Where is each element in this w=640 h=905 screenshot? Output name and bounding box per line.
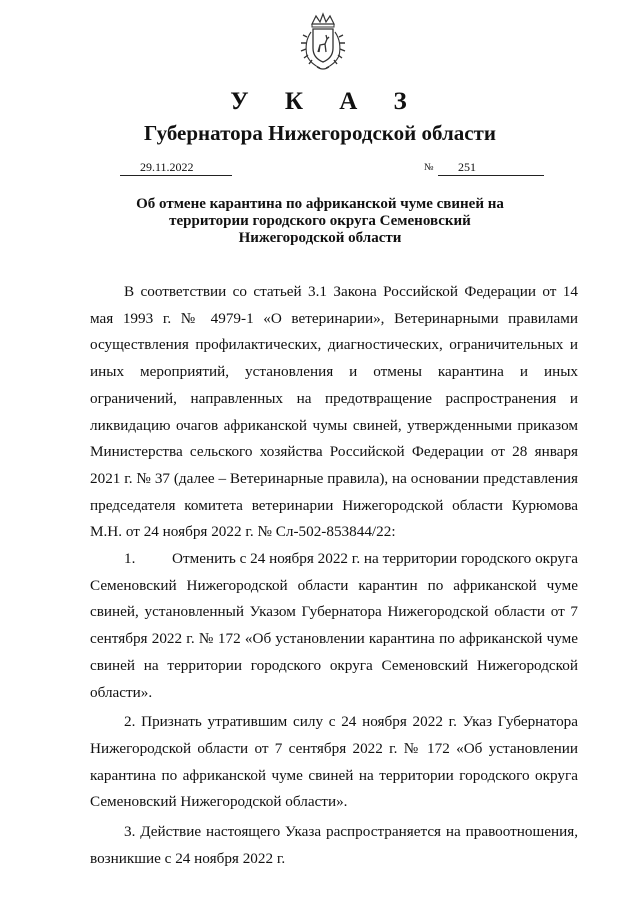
item-text: Отменить с 24 ноября 2022 г. на территории городского округа Семеновский Нижегородской области карантин по африканской чуме свиней, установленный Указом Губернатора Нижегородской области от 7 сентября 2022 г. № 172 «Об установлении карантина по африканской чуме свиней на территории городского округа Семеновский Нижегородской области». [90, 550, 578, 701]
title-line: Нижегородской области [238, 230, 402, 246]
list-item-1 [90, 546, 578, 706]
coat-of-arms-emblem-icon [298, 12, 348, 72]
document-type-heading: У К А З [230, 88, 422, 115]
list-item-2 [90, 709, 578, 816]
document-date: 29.11.2022 [140, 160, 194, 174]
number-label: № [424, 162, 434, 173]
list-item-3 [90, 819, 578, 872]
item-number: 3. [124, 823, 136, 841]
title-line: Об отмене карантина по африканской чуме свиней на [136, 196, 504, 212]
document-number: 251 [458, 160, 476, 174]
title-line: территории городского округа Семеновский [169, 213, 471, 229]
document-number-field [438, 161, 544, 176]
issuer-heading: Губернатора Нижегородской области [144, 121, 496, 145]
decree-body [90, 279, 578, 872]
preamble-paragraph: В соответствии со статьей 3.1 Закона Российской Федерации от 14 мая 1993 г. № 4979-1 «О ветеринарии», Ветеринарными правилами осуществления профилактических, диагностических, ограничительных и иных мероприятий, установления и отмены карантина и иных ограничений, направленных на предотвращение распространения и ликвидацию очагов африканской чумы свиней, утвержденными приказом Министерства сельского хозяйства Российской Федерации от 28 января 2021 г. № 37 (далее – Ветеринарные правила), на основании представления председателя комитета ветеринарии Нижегородской области Курюмова М.Н. от 24 ноября 2022 г. № Сл-502-853844/22: [90, 283, 578, 541]
item-text: Действие настоящего Указа распространяется на правоотношения, возникшие с 24 ноября 2022 г. [90, 823, 578, 867]
decree-title [130, 196, 510, 247]
item-number: 2. [124, 713, 136, 731]
item-number: 1. [124, 550, 136, 568]
item-text: Признать утратившим силу с 24 ноября 2022 г. Указ Губернатора Нижегородской области от 7 сентября 2022 г. № 172 «Об установлении карантина по африканской чуме свиней на территории городского округа Семеновский Нижегородской области». [90, 713, 579, 811]
document-date-field [120, 161, 232, 176]
